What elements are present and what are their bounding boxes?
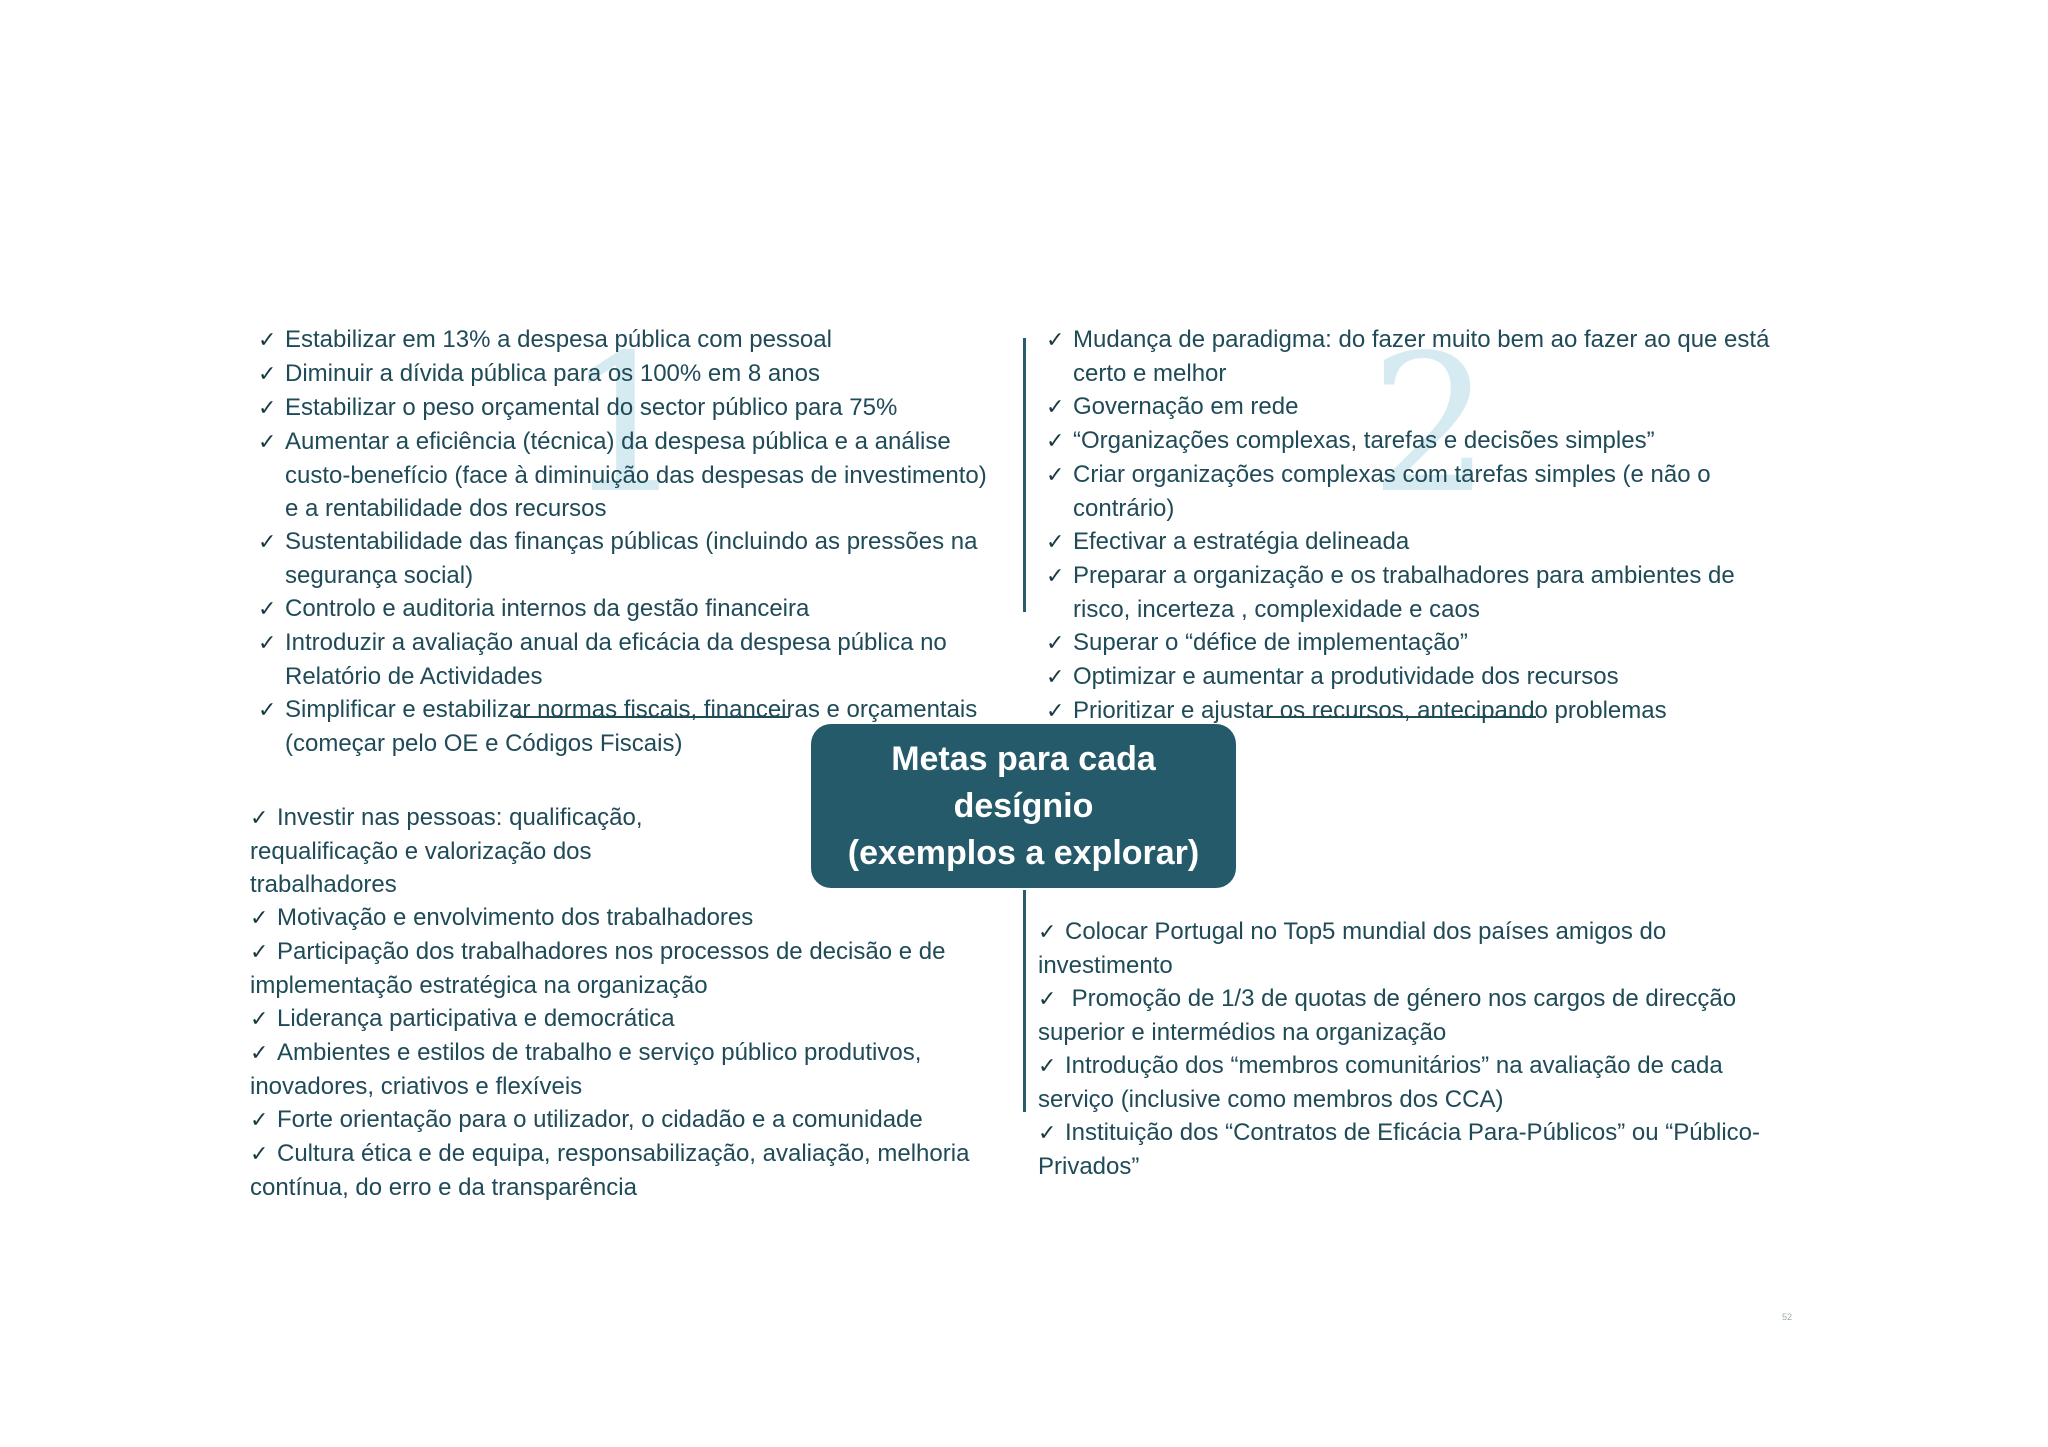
center-title-box: [811, 724, 1236, 888]
list-item-text: Estabilizar o peso orçamental do sector público para 75%: [285, 394, 898, 421]
list-item: [250, 1036, 1020, 1103]
list-item-text: custo-benefício (face à diminuição das despesas de investimento): [285, 462, 987, 489]
checkmark-icon: ✓: [1038, 920, 1057, 945]
checkmark-icon: ✓: [258, 631, 277, 656]
list-item-text: Relatório de Actividades: [285, 663, 543, 690]
checkmark-icon: ✓: [1046, 631, 1065, 656]
list-item: [250, 1137, 1020, 1204]
quadrant-bottom-right-list: [1038, 915, 1808, 1183]
checkmark-icon: ✓: [250, 1142, 269, 1167]
checkmark-icon: ✓: [258, 698, 277, 723]
checkmark-icon: ✓: [258, 362, 277, 387]
list-item-text: Efectivar a estratégia delineada: [1073, 528, 1410, 555]
checkmark-icon: ✓: [1046, 395, 1065, 420]
list-item-text: Introdução dos “membros comunitários” na avaliação de cada: [1065, 1052, 1723, 1079]
list-item: [250, 1103, 1020, 1137]
list-item: [1038, 323, 1808, 390]
list-item-text: contrário): [1073, 495, 1175, 522]
list-item-text: Simplificar e estabilizar normas fiscais, financeiras e orçamentais: [285, 696, 978, 723]
list-item: [250, 323, 1020, 357]
list-item-text: (começar pelo OE e Códigos Fiscais): [285, 730, 683, 757]
list-item-text: Optimizar e aumentar a produtividade dos recursos: [1073, 663, 1619, 690]
list-item: [250, 391, 1020, 425]
list-item: [250, 935, 1020, 1002]
checkmark-icon: ✓: [250, 806, 269, 831]
checkmark-icon: ✓: [258, 597, 277, 622]
checkmark-icon: ✓: [258, 328, 277, 353]
list-item: [250, 357, 1020, 391]
list-item: [1038, 1049, 1808, 1116]
list-item-text: Sustentabilidade das finanças públicas (incluindo as pressões na: [285, 528, 978, 555]
checkmark-icon: ✓: [258, 396, 277, 421]
center-title-line-3: (exemplos a explorar): [847, 833, 1200, 872]
list-item: [250, 525, 1020, 592]
list-item: [250, 425, 1020, 525]
checkmark-icon: ✓: [1038, 1054, 1057, 1079]
list-item: [1038, 982, 1808, 1049]
checkmark-icon: ✓: [1046, 564, 1065, 589]
list-item-text: Privados”: [1038, 1153, 1140, 1180]
list-item-text: Controlo e auditoria internos da gestão financeira: [285, 595, 810, 622]
list-item-text: inovadores, criativos e flexíveis: [250, 1073, 583, 1100]
list-item-text: requalificação e valorização dos: [250, 838, 592, 865]
list-item: [250, 901, 1020, 935]
list-item: [1038, 458, 1808, 525]
list-item-text: superior e intermédios na organização: [1038, 1019, 1447, 1046]
list-item: [1038, 525, 1808, 559]
list-item-text: trabalhadores: [250, 871, 397, 898]
vertical-divider-bottom: [1023, 890, 1026, 1112]
list-item: [1038, 660, 1808, 694]
checkmark-icon: ✓: [1046, 530, 1065, 555]
list-item-text: Prioritizar e ajustar os recursos, antecipando problemas: [1073, 697, 1667, 724]
checkmark-icon: ✓: [1046, 665, 1065, 690]
list-item-text: Superar o “défice de implementação”: [1073, 629, 1468, 656]
list-item-text: Diminuir a dívida pública para os 100% em 8 anos: [285, 360, 820, 387]
checkmark-icon: ✓: [258, 430, 277, 455]
checkmark-icon: ✓: [1046, 463, 1065, 488]
list-item-text: risco, incerteza , complexidade e caos: [1073, 596, 1480, 623]
checkmark-icon: ✓: [250, 906, 269, 931]
list-item: [1038, 694, 1808, 728]
list-item-text: serviço (inclusive como membros dos CCA): [1038, 1086, 1504, 1113]
list-item-text: Estabilizar em 13% a despesa pública com pessoal: [285, 326, 832, 353]
list-item-text: Investir nas pessoas: qualificação,: [277, 804, 643, 831]
list-item-text: Cultura ética e de equipa, responsabilização, avaliação, melhoria: [277, 1140, 970, 1167]
quadrant-number-1: 1: [565, 314, 686, 535]
quadrant-top-right-list: [1038, 314, 1808, 728]
list-item: [1038, 424, 1808, 458]
list-item-text: Governação em rede: [1073, 393, 1299, 420]
list-item-text: Introduzir a avaliação anual da eficácia da despesa pública no: [285, 629, 947, 656]
list-item-text: Aumentar a eficiência (técnica) da despesa pública e a análise: [285, 428, 951, 455]
quadrant-number-2: 2: [1370, 314, 1491, 535]
list-item-text: implementação estratégica na organização: [250, 972, 708, 999]
list-item: [1038, 626, 1808, 660]
list-item: [1038, 390, 1808, 424]
list-item-text: Preparar a organização e os trabalhadores para ambientes de: [1073, 562, 1735, 589]
list-item-text: e a rentabilidade dos recursos: [285, 495, 607, 522]
list-item-text: Liderança participativa e democrática: [277, 1005, 675, 1032]
checkmark-icon: ✓: [1046, 699, 1065, 724]
checkmark-icon: ✓: [1038, 1121, 1057, 1146]
list-item-text: Promoção de 1/3 de quotas de género nos cargos de direcção: [1065, 985, 1737, 1012]
list-item-text: Criar organizações complexas com tarefas simples (e não o: [1073, 461, 1711, 488]
list-item-text: Forte orientação para o utilizador, o cidadão e a comunidade: [277, 1106, 923, 1133]
list-item: [1038, 559, 1808, 626]
checkmark-icon: ✓: [258, 530, 277, 555]
list-item-text: Colocar Portugal no Top5 mundial dos países amigos do: [1065, 918, 1667, 945]
checkmark-icon: ✓: [250, 1041, 269, 1066]
vertical-divider-top: [1023, 338, 1026, 612]
checkmark-icon: ✓: [1046, 328, 1065, 353]
list-item: [250, 1002, 1020, 1036]
list-item-text: contínua, do erro e da transparência: [250, 1174, 637, 1201]
checkmark-icon: ✓: [1046, 429, 1065, 454]
quadrant-top-left-list: [250, 314, 1020, 760]
list-item: [250, 626, 1020, 693]
slide-number: 52: [1782, 1312, 1793, 1322]
checkmark-icon: ✓: [250, 1108, 269, 1133]
list-item-text: Motivação e envolvimento dos trabalhadores: [277, 904, 754, 931]
list-item-text: certo e melhor: [1073, 360, 1227, 387]
center-title-line-2: desígnio: [953, 786, 1094, 825]
list-item-text: investimento: [1038, 952, 1173, 979]
list-item-text: Ambientes e estilos de trabalho e serviço público produtivos,: [277, 1039, 922, 1066]
checkmark-icon: ✓: [1038, 987, 1057, 1012]
list-item-text: Mudança de paradigma: do fazer muito bem ao fazer ao que está: [1073, 326, 1770, 353]
list-item-text: Participação dos trabalhadores nos processos de decisão e de: [277, 938, 946, 965]
list-item-text: Instituição dos “Contratos de Eficácia Para-Públicos” ou “Público-: [1065, 1119, 1760, 1146]
list-item: [250, 592, 1020, 626]
center-title-line-1: Metas para cada: [891, 739, 1156, 778]
list-item: [1038, 1116, 1808, 1183]
list-item: [1038, 915, 1808, 982]
list-item-text: “Organizações complexas, tarefas e decisões simples”: [1073, 427, 1655, 454]
list-item-text: segurança social): [285, 562, 474, 589]
checkmark-icon: ✓: [250, 1007, 269, 1032]
checkmark-icon: ✓: [250, 940, 269, 965]
